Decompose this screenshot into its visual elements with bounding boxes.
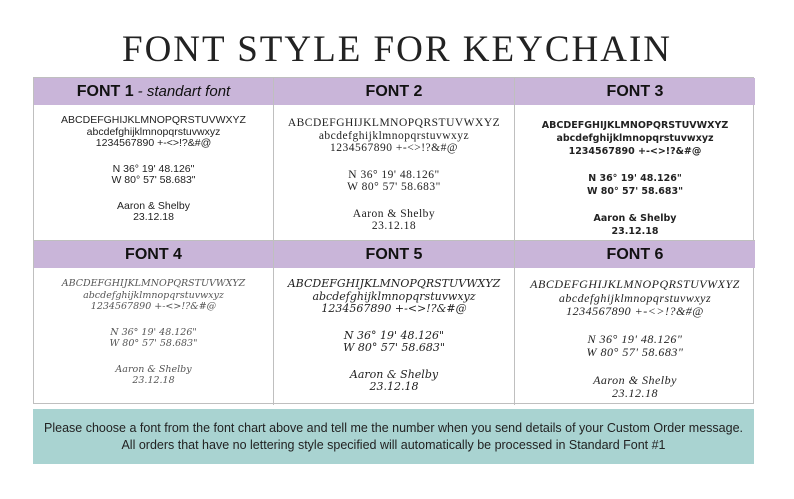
font-header-1 (34, 78, 274, 105)
sample-coord-n: N 36° 19' 48.126" (110, 326, 197, 338)
sample-date: 23.12.18 (133, 211, 174, 223)
font-name: FONT 3 (606, 82, 664, 100)
sample-names: Aaron & Shelby (593, 372, 677, 387)
sample-lowercase: abcdefghijklmnopqrstuvwxyz (83, 289, 224, 301)
font-name: FONT 2 (365, 82, 423, 100)
sample-lowercase: abcdefghijklmnopqrstuvwxyz (558, 290, 712, 305)
sample-names: Aaron & Shelby (117, 199, 190, 212)
sample-coord-n: N 36° 19' 48.126" (348, 168, 440, 181)
note-line-2: All orders that have no lettering style specified will automatically be processed in Standard Font #1 (121, 437, 666, 452)
sample-date: 23.12.18 (611, 226, 659, 237)
sample-uppercase: ABCDEFGHIJKLMNOPQRSTUVWXYZ (287, 277, 501, 290)
font-name: FONT 6 (606, 245, 664, 263)
page-title: FONT STYLE FOR KEYCHAIN (122, 29, 672, 70)
font-sample-1 (34, 105, 274, 241)
font-header-2 (274, 78, 515, 105)
sample-coord-n: N 36° 19' 48.126" (112, 162, 195, 175)
sample-digits: 1234567890 +-<>!?&#@ (90, 301, 217, 312)
sample-coord-w: W 80° 57' 58.683" (347, 181, 441, 193)
sample-coord-n: N 36° 19' 48.126" (587, 331, 683, 346)
font-sample-5 (274, 268, 515, 405)
sample-lowercase: abcdefghijklmnopqrstuvwxyz (86, 125, 221, 138)
sample-coord-w: W 80° 57' 58.683" (343, 341, 445, 354)
font-subtitle: - standart font (137, 83, 231, 100)
sample-lowercase: abcdefghijklmnopqrstuvwxyz (318, 129, 470, 142)
sample-uppercase: ABCDEFGHIJKLMNOPQRSTUVWXYZ (530, 277, 740, 291)
sample-digits: 1234567890 +-<>!?&#@ (566, 304, 704, 318)
font-name: FONT 4 (125, 245, 182, 263)
font-sample-4 (34, 268, 274, 405)
sample-uppercase: ABCDEFGHIJKLMNOPQRSTUVWXYZ (61, 114, 246, 126)
font-chart (33, 77, 754, 404)
sample-coord-w: W 80° 57' 58.683" (586, 186, 684, 197)
sample-digits: 1234567890 +-<>!?&#@ (330, 142, 458, 154)
font-name: FONT 1 (76, 82, 134, 100)
sample-names: Aaron & Shelby (352, 207, 436, 220)
sample-coord-w: W 80° 57' 58.683" (109, 338, 198, 349)
sample-names: Aaron & Shelby (115, 363, 192, 375)
sample-coord-n: N 36° 19' 48.126" (588, 173, 682, 184)
sample-lowercase: abcdefghijklmnopqrstuvwxyz (312, 289, 476, 303)
sample-uppercase: ABCDEFGHIJKLMNOPQRSTUVWXYZ (541, 120, 729, 131)
font-header-4 (34, 241, 274, 268)
font-sample-3 (515, 105, 755, 241)
sample-lowercase: abcdefghijklmnopqrstuvwxyz (556, 133, 714, 144)
sample-digits: 1234567890 +-<>!?&#@ (568, 146, 702, 157)
sample-uppercase: ABCDEFGHIJKLMNOPQRSTUVWXYZ (61, 278, 246, 289)
sample-digits: 1234567890 +-<>!?&#@ (95, 137, 212, 149)
font-name: FONT 5 (365, 245, 423, 263)
font-header-3 (515, 78, 755, 105)
sample-date: 23.12.18 (612, 386, 658, 400)
sample-coord-w: W 80° 57' 58.683" (111, 174, 196, 186)
sample-date: 23.12.18 (369, 380, 419, 393)
font-header-6 (515, 241, 755, 268)
font-sample-2 (274, 105, 515, 241)
sample-names: Aaron & Shelby (593, 213, 677, 224)
instruction-note (33, 409, 754, 464)
font-sample-6 (515, 268, 755, 405)
sample-coord-n: N 36° 19' 48.126" (343, 328, 445, 342)
sample-coord-w: W 80° 57' 58.683" (586, 345, 684, 359)
font-header-5 (274, 241, 515, 268)
sample-uppercase: ABCDEFGHIJKLMNOPQRSTUVWXYZ (287, 117, 501, 129)
sample-names: Aaron & Shelby (349, 367, 439, 381)
sample-date: 23.12.18 (132, 375, 175, 386)
note-line-1: Please choose a font from the font chart above and tell me the number when you send details of your Custom Order message. (44, 420, 743, 435)
sample-date: 23.12.18 (371, 220, 417, 232)
sample-digits: 1234567890 +-<>!?&#@ (321, 302, 467, 315)
